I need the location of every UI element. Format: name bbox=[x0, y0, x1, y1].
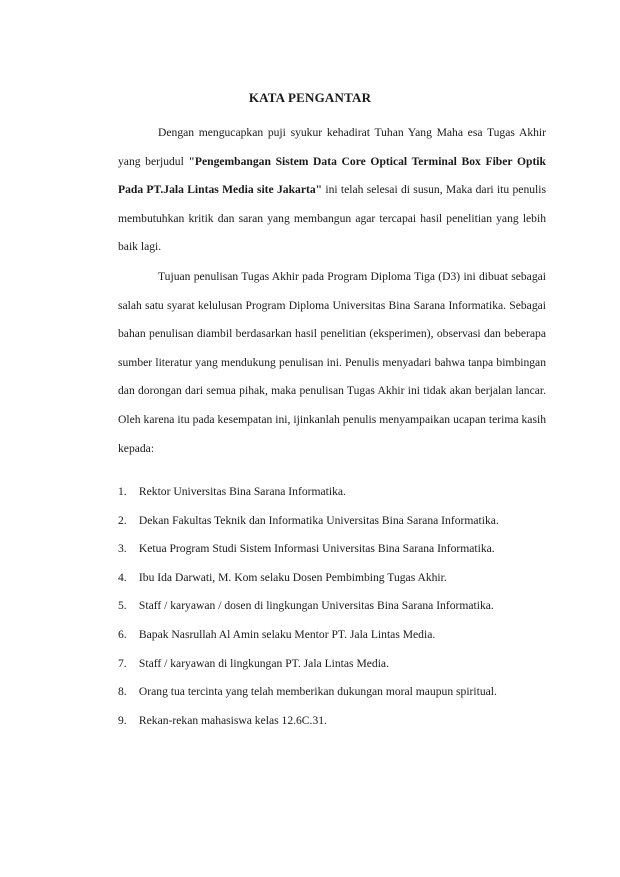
list-item bbox=[118, 621, 548, 650]
list-item-text: Orang tua tercinta yang telah memberikan dukungan moral maupun spiritual. bbox=[138, 685, 497, 699]
list-item-number: 5. bbox=[118, 599, 127, 613]
paragraph-intro bbox=[118, 119, 546, 262]
list-item bbox=[118, 678, 548, 707]
list-item-text: Rekan-rekan mahasiswa kelas 12.6C.31. bbox=[138, 713, 327, 727]
list-item bbox=[118, 564, 548, 593]
list-item-text: Ibu Ida Darwati, M. Kom selaku Dosen Pembimbing Tugas Akhir. bbox=[138, 570, 447, 584]
list-item-text: Bapak Nasrullah Al Amin selaku Mentor PT. Jala Lintas Media. bbox=[138, 627, 436, 641]
list-item-text: Rektor Universitas Bina Sarana Informatika. bbox=[138, 485, 346, 498]
list-item-number: 3. bbox=[118, 542, 127, 556]
list-item-number: 9. bbox=[118, 713, 127, 727]
list-item-text: Dekan Fakultas Teknik dan Informatika Universitas Bina Sarana Informatika. bbox=[138, 513, 499, 527]
list-item-number: 1. bbox=[118, 485, 127, 498]
paragraph-intro-text-start: Dengan mengucapkan puji syukur kehadirat Tuhan Yang Maha esa Tugas Akhir yang berjudul bbox=[118, 126, 546, 168]
list-item bbox=[118, 650, 548, 679]
page-title: KATA PENGANTAR bbox=[248, 90, 372, 105]
list-item bbox=[118, 707, 548, 736]
acknowledgement-list bbox=[118, 478, 548, 735]
list-item-number: 2. bbox=[118, 513, 127, 527]
list-item bbox=[118, 592, 548, 621]
paragraph-purpose-text: Tujuan penulisan Tugas Akhir pada Program Diploma Tiga (D3) ini dibuat sebagai salah satu syarat kelulusan Program Diploma Universitas Bina Sarana Informatika. Sebagai bahan penulisan diambil berdasarkan hasil penelitian (eksperimen), observasi dan beberapa sumber literatur yang mendukung penulisan ini. Penulis menyadari bahwa tanpa bimbingan dan dorongan dari semua pihak, maka penulisan Tugas Akhir ini tidak akan berjalan lancar. Oleh karena itu pada kesempatan ini, ijinkanlah penulis menyampaikan ucapan terima kasih kepada: bbox=[118, 270, 546, 455]
list-item-text: Staff / karyawan di lingkungan PT. Jala Lintas Media. bbox=[138, 656, 389, 670]
list-item-number: 6. bbox=[118, 627, 127, 641]
paragraph-purpose bbox=[118, 263, 546, 463]
list-item-number: 8. bbox=[118, 685, 127, 699]
list-item bbox=[118, 478, 548, 507]
paragraph-intro-text-end: ini telah selesai di susun, Maka dari itu penulis membutuhkan kritik dan saran yang membangun agar tercapai hasil penelitian yang lebih baik lagi. bbox=[118, 183, 546, 254]
list-item-text: Staff / karyawan / dosen di lingkungan Universitas Bina Sarana Informatika. bbox=[138, 599, 494, 613]
list-item bbox=[118, 507, 548, 536]
list-item-number: 7. bbox=[118, 656, 127, 670]
list-item bbox=[118, 535, 548, 564]
list-item-number: 4. bbox=[118, 570, 127, 584]
list-item-text: Ketua Program Studi Sistem Informasi Universitas Bina Sarana Informatika. bbox=[138, 542, 495, 556]
thesis-title: "Pengembangan Sistem Data Core Optical Terminal Box Fiber Optik Pada PT.Jala Lintas Media site Jakarta" bbox=[118, 154, 546, 197]
